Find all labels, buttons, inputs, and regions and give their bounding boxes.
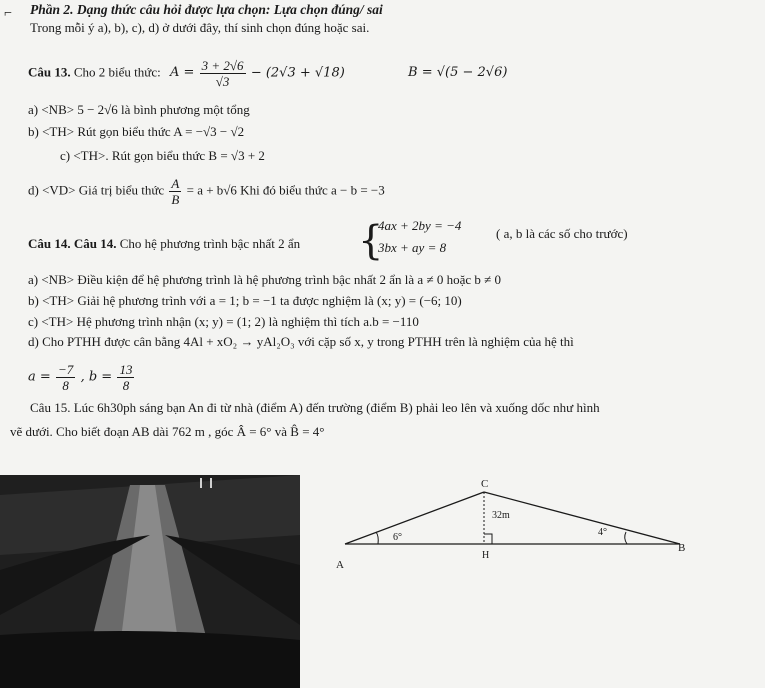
q14-option-b: b) <TH> Giải hệ phương trình với a = 1; b = −1 ta được nghiệm là (x; y) = (−6; 10) bbox=[28, 293, 462, 308]
margin-mark: ⌐ bbox=[4, 6, 12, 21]
angle-a-label: 6° bbox=[393, 532, 402, 543]
q14-option-d-values bbox=[28, 362, 136, 393]
q13-fraction-a-num: 3 + 2√6 bbox=[201, 58, 244, 73]
q14-d-b-num: 13 bbox=[119, 362, 133, 377]
q14-d-a-num: −7 bbox=[58, 362, 74, 377]
q13-option-d-den: B bbox=[171, 192, 180, 207]
q14-option-c: c) <TH> Hệ phương trình nhận (x; y) = (1; 2) là nghiệm thì tích a.b = −110 bbox=[28, 314, 419, 329]
section-title: Phần 2. Dạng thức câu hỏi được lựa chọn: Lựa chọn đúng/ sai bbox=[30, 2, 383, 17]
angle-b-label: 4° bbox=[598, 527, 607, 538]
q13-fraction-a bbox=[200, 58, 246, 89]
q14-statement bbox=[28, 236, 300, 252]
triangle-diagram bbox=[300, 470, 700, 590]
q13-expr-b: B = √(5 − 2√6) bbox=[408, 65, 508, 81]
q14-option-d: d) Cho PTHH được cân bằng 4Al + xO₂ → yAl₂O₃ với cặp số x, y trong PTHH trên là nghiệm của hệ thì bbox=[28, 334, 574, 349]
road-photo bbox=[0, 475, 300, 688]
vertex-b-label: B bbox=[678, 542, 686, 554]
q13-option-d bbox=[28, 176, 385, 207]
q13-label: Câu 13. bbox=[28, 64, 71, 80]
q14-eq1: 4ax + 2by = −4 bbox=[378, 218, 462, 233]
q13-expr-a-rest: − (2√3 + √18) bbox=[250, 65, 345, 81]
q13-option-a: a) <NB> 5 − 2√6 là bình phương một tổng bbox=[28, 102, 250, 117]
q13-fraction-a-den: √3 bbox=[215, 74, 230, 89]
q14-option-a: a) <NB> Điều kiện để hệ phương trình là hệ phương trình bậc nhất 2 ẩn là a ≠ 0 hoặc b ≠ 0 bbox=[28, 272, 502, 287]
triangle-figure bbox=[300, 470, 700, 595]
q14-d-a-label: a = bbox=[28, 369, 51, 385]
q15-line2: vẽ dưới. Cho biết đoạn AB dài 762 m , góc Â = 6° và B̂ = 4° bbox=[10, 424, 325, 439]
q14-d-b-label: , b = bbox=[80, 369, 113, 385]
q13-option-d-prefix: d) <VD> Giá trị biểu thức bbox=[28, 182, 165, 198]
q14-eq2: 3bx + ay = 8 bbox=[378, 240, 447, 255]
q13-option-d-rest: = a + b√6 Khi đó biểu thức a − b = −3 bbox=[186, 182, 385, 198]
road-photo-art bbox=[0, 475, 300, 688]
instruction: Trong mỗi ý a), b), c), d) ở dưới đây, thí sinh chọn đúng hoặc sai. bbox=[30, 20, 370, 35]
foot-h-label: H bbox=[482, 550, 490, 561]
q14-d-a-den: 8 bbox=[62, 378, 69, 393]
q13-option-d-fraction bbox=[169, 176, 181, 207]
q14-label: Câu 14. Câu 14. bbox=[28, 236, 117, 251]
q15-line1: Câu 15. Lúc 6h30ph sáng bạn An đi từ nhà (điểm A) đến trường (điểm B) phải leo lên và xuống dốc như hình bbox=[30, 400, 600, 415]
q13-statement bbox=[28, 58, 507, 89]
q14-d-b-den: 8 bbox=[122, 378, 130, 393]
q13-intro: Cho 2 biểu thức: bbox=[73, 64, 161, 80]
q13-expr-a-prefix: A = bbox=[169, 65, 195, 81]
q14-note: ( a, b là các số cho trước) bbox=[496, 226, 628, 241]
q13-option-c: c) <TH>. Rút gọn biểu thức B = √3 + 2 bbox=[60, 148, 265, 163]
system-brace: { bbox=[358, 218, 384, 264]
height-note: 32m bbox=[492, 510, 510, 521]
q13-option-b: b) <TH> Rút gọn biểu thức A = −√3 − √2 bbox=[28, 124, 245, 139]
vertex-a-label: A bbox=[336, 559, 344, 571]
q13-option-d-num: A bbox=[171, 176, 180, 191]
vertex-c-label: C bbox=[481, 478, 489, 490]
q14-intro: Cho hệ phương trình bậc nhất 2 ẩn bbox=[119, 236, 301, 251]
q14-d-b-fraction bbox=[117, 362, 134, 393]
q14-d-a-fraction bbox=[56, 362, 75, 393]
